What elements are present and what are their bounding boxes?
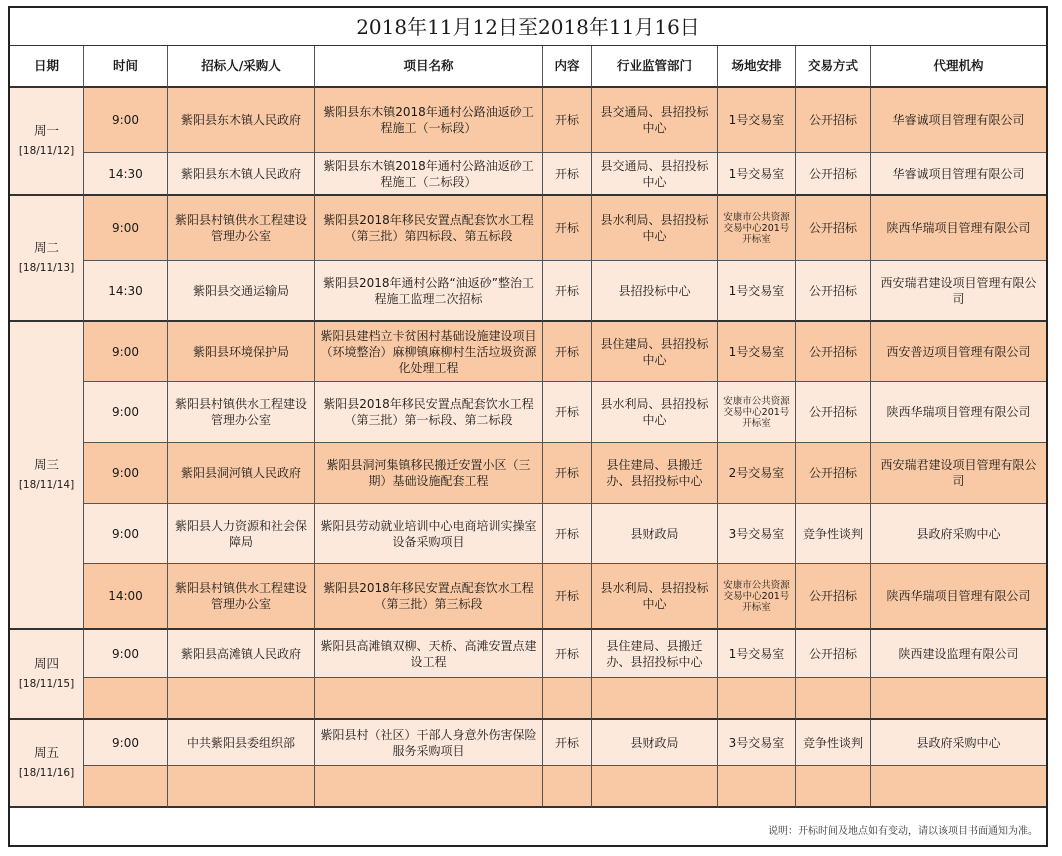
cell-content: 开标 (543, 153, 592, 196)
cell-time: 14:30 (84, 261, 168, 322)
cell-regulator: 县水利局、县招投标中心 (592, 196, 718, 261)
cell-time: 9:00 (84, 196, 168, 261)
cell-agency: 西安瑞君建设项目管理有限公司 (871, 261, 1046, 322)
cell-project: 紫阳县2018年移民安置点配套饮水工程（第三批）第四标段、第五标段 (315, 196, 543, 261)
cell-purchaser: 紫阳县村镇供水工程建设管理办公室 (168, 196, 315, 261)
cell-content (543, 766, 592, 808)
cell-content: 开标 (543, 504, 592, 564)
day-date: [18/11/14] (18, 479, 75, 491)
cell-venue (718, 766, 796, 808)
cell-purchaser: 紫阳县村镇供水工程建设管理办公室 (168, 564, 315, 630)
cell-time: 9:00 (84, 88, 168, 153)
cell-regulator: 县水利局、县招投标中心 (592, 382, 718, 443)
cell-regulator (592, 678, 718, 720)
cell-content: 开标 (543, 322, 592, 382)
cell-purchaser: 紫阳县村镇供水工程建设管理办公室 (168, 382, 315, 443)
cell-venue: 安康市公共资源交易中心201号开标室 (718, 382, 796, 443)
cell-content: 开标 (543, 196, 592, 261)
day-date: [18/11/13] (18, 262, 75, 274)
cell-agency: 陕西华瑞项目管理有限公司 (871, 382, 1046, 443)
cell-method (796, 766, 871, 808)
cell-agency: 陕西华瑞项目管理有限公司 (871, 564, 1046, 630)
cell-content: 开标 (543, 443, 592, 504)
cell-agency: 华睿诚项目管理有限公司 (871, 88, 1046, 153)
cell-time: 9:00 (84, 322, 168, 382)
header-venue: 场地安排 (718, 46, 796, 88)
day-cell (10, 720, 84, 808)
cell-project: 紫阳县2018年移民安置点配套饮水工程（第三批）第三标段 (315, 564, 543, 630)
header-content: 内容 (543, 46, 592, 88)
cell-method: 公开招标 (796, 261, 871, 322)
cell-agency (871, 766, 1046, 808)
cell-method: 公开招标 (796, 196, 871, 261)
cell-method: 公开招标 (796, 153, 871, 196)
cell-purchaser: 紫阳县东木镇人民政府 (168, 88, 315, 153)
cell-purchaser: 紫阳县交通运输局 (168, 261, 315, 322)
cell-regulator: 县财政局 (592, 504, 718, 564)
header-project: 项目名称 (315, 46, 543, 88)
header-time: 时间 (84, 46, 168, 88)
cell-content: 开标 (543, 261, 592, 322)
cell-time: 14:30 (84, 153, 168, 196)
cell-project: 紫阳县建档立卡贫困村基础设施建设项目（环境整治）麻柳镇麻柳村生活垃圾资源化处理工程 (315, 322, 543, 382)
day-date: [18/11/12] (18, 145, 75, 157)
cell-project: 紫阳县东木镇2018年通村公路油返砂工程施工（一标段） (315, 88, 543, 153)
cell-purchaser: 紫阳县高滩镇人民政府 (168, 630, 315, 678)
cell-regulator: 县住建局、县搬迁办、县招投标中心 (592, 630, 718, 678)
cell-purchaser (168, 678, 315, 720)
cell-project: 紫阳县2018年通村公路“油返砂”整治工程施工监理二次招标 (315, 261, 543, 322)
day-cell (10, 88, 84, 196)
cell-method: 竞争性谈判 (796, 504, 871, 564)
cell-purchaser: 中共紫阳县委组织部 (168, 720, 315, 766)
cell-agency: 西安普迈项目管理有限公司 (871, 322, 1046, 382)
cell-method: 公开招标 (796, 443, 871, 504)
cell-method: 公开招标 (796, 382, 871, 443)
header-agency: 代理机构 (871, 46, 1046, 88)
cell-method (796, 678, 871, 720)
cell-content (543, 678, 592, 720)
day-label: 周三 (33, 457, 59, 472)
cell-purchaser: 紫阳县东木镇人民政府 (168, 153, 315, 196)
day-date: [18/11/16] (18, 767, 75, 779)
cell-content: 开标 (543, 88, 592, 153)
cell-venue: 1号交易室 (718, 88, 796, 153)
cell-regulator: 县交通局、县招投标中心 (592, 153, 718, 196)
cell-method: 竞争性谈判 (796, 720, 871, 766)
cell-method: 公开招标 (796, 564, 871, 630)
cell-time (84, 766, 168, 808)
cell-venue: 1号交易室 (718, 630, 796, 678)
day-date: [18/11/15] (18, 678, 75, 690)
cell-time: 9:00 (84, 630, 168, 678)
cell-project: 紫阳县高滩镇双柳、天桥、高滩安置点建设工程 (315, 630, 543, 678)
header-purchaser: 招标人/采购人 (168, 46, 315, 88)
day-cell (10, 322, 84, 630)
cell-project: 紫阳县2018年移民安置点配套饮水工程（第三批）第一标段、第二标段 (315, 382, 543, 443)
header-method: 交易方式 (796, 46, 871, 88)
cell-project: 紫阳县村（社区）干部人身意外伤害保险服务采购项目 (315, 720, 543, 766)
day-label: 周一 (33, 123, 59, 138)
cell-content: 开标 (543, 630, 592, 678)
cell-agency: 县政府采购中心 (871, 720, 1046, 766)
cell-purchaser: 紫阳县人力资源和社会保障局 (168, 504, 315, 564)
footnote: 说明：开标时间及地点如有变动，请以该项目书面通知为准。 (768, 826, 1038, 837)
cell-regulator: 县水利局、县招投标中心 (592, 564, 718, 630)
cell-project (315, 678, 543, 720)
cell-agency: 西安瑞君建设项目管理有限公司 (871, 443, 1046, 504)
cell-venue: 2号交易室 (718, 443, 796, 504)
cell-method: 公开招标 (796, 630, 871, 678)
cell-agency: 陕西建设监理有限公司 (871, 630, 1046, 678)
schedule-sheet (8, 6, 1048, 847)
cell-regulator: 县住建局、县招投标中心 (592, 322, 718, 382)
day-label: 周四 (33, 656, 59, 671)
cell-venue: 3号交易室 (718, 504, 796, 564)
day-cell (10, 196, 84, 322)
cell-venue: 1号交易室 (718, 153, 796, 196)
cell-method: 公开招标 (796, 88, 871, 153)
cell-method: 公开招标 (796, 322, 871, 382)
cell-time: 9:00 (84, 720, 168, 766)
cell-time: 9:00 (84, 443, 168, 504)
day-cell (10, 630, 84, 720)
cell-regulator: 县交通局、县招投标中心 (592, 88, 718, 153)
cell-venue: 1号交易室 (718, 261, 796, 322)
cell-purchaser: 紫阳县环境保护局 (168, 322, 315, 382)
cell-project: 紫阳县劳动就业培训中心电商培训实操室设备采购项目 (315, 504, 543, 564)
cell-time: 9:00 (84, 382, 168, 443)
cell-project: 紫阳县洞河集镇移民搬迁安置小区（三期）基础设施配套工程 (315, 443, 543, 504)
day-label: 周五 (33, 745, 59, 760)
cell-venue: 安康市公共资源交易中心201号开标室 (718, 564, 796, 630)
cell-venue: 安康市公共资源交易中心201号开标室 (718, 196, 796, 261)
cell-regulator: 县财政局 (592, 720, 718, 766)
cell-venue: 3号交易室 (718, 720, 796, 766)
cell-regulator: 县招投标中心 (592, 261, 718, 322)
cell-venue (718, 678, 796, 720)
page-title: 2018年11月12日至2018年11月16日 (10, 8, 1046, 46)
cell-project: 紫阳县东木镇2018年通村公路油返砂工程施工（二标段） (315, 153, 543, 196)
cell-purchaser (168, 766, 315, 808)
cell-purchaser: 紫阳县洞河镇人民政府 (168, 443, 315, 504)
cell-agency: 县政府采购中心 (871, 504, 1046, 564)
cell-time: 14:00 (84, 564, 168, 630)
day-label: 周二 (33, 240, 59, 255)
cell-content: 开标 (543, 720, 592, 766)
header-date: 日期 (10, 46, 84, 88)
cell-project (315, 766, 543, 808)
header-regulator: 行业监管部门 (592, 46, 718, 88)
cell-time: 9:00 (84, 504, 168, 564)
cell-regulator (592, 766, 718, 808)
cell-content: 开标 (543, 382, 592, 443)
cell-time (84, 678, 168, 720)
cell-regulator: 县住建局、县搬迁办、县招投标中心 (592, 443, 718, 504)
cell-agency (871, 678, 1046, 720)
cell-agency: 陕西华瑞项目管理有限公司 (871, 196, 1046, 261)
cell-content: 开标 (543, 564, 592, 630)
cell-venue: 1号交易室 (718, 322, 796, 382)
cell-agency: 华睿诚项目管理有限公司 (871, 153, 1046, 196)
